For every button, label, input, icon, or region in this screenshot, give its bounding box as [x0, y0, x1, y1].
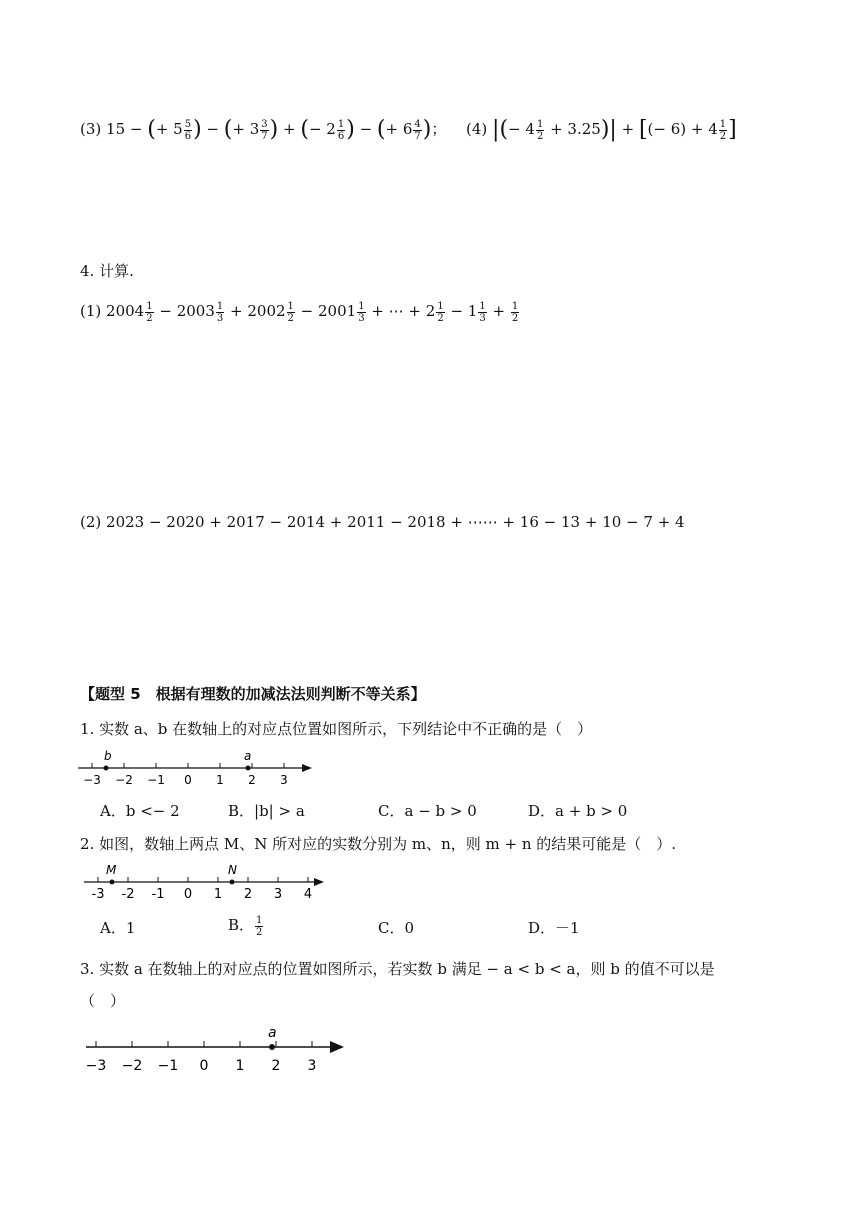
- paren-close: ): [600, 117, 610, 142]
- fraction: [337, 119, 345, 142]
- expr-part: + 3.25: [545, 120, 601, 138]
- axis-tick-label: −3: [83, 773, 101, 787]
- expr-part: +: [278, 120, 301, 138]
- numerator: 1: [479, 300, 486, 312]
- numerator: 1: [358, 300, 365, 312]
- fraction: [719, 119, 727, 142]
- fraction: [357, 301, 365, 324]
- bracket-close: ]: [728, 117, 737, 142]
- item-label: (1): [80, 302, 102, 320]
- axis-tick-label: −1: [147, 773, 165, 787]
- option-d: D．a + b > 0: [528, 802, 628, 820]
- axis-tick-label: 2: [248, 773, 256, 787]
- question-2-stem: 2. 如图，数轴上两点 M、N 所对应的实数分别为 m、n，则 m + n 的结果可能是（ ）.: [80, 835, 677, 853]
- denominator: 3: [216, 312, 224, 324]
- option-c: C．a − b > 0: [378, 802, 477, 820]
- axis-tick-label: 0: [199, 1058, 209, 1074]
- paren-open: (: [499, 117, 509, 142]
- axis-tick-label: 4: [303, 887, 313, 900]
- denominator: 2: [719, 130, 727, 142]
- denominator: 2: [536, 130, 544, 142]
- item-label: (4): [466, 120, 488, 138]
- numerator: 3: [261, 118, 268, 130]
- numerator: 5: [184, 118, 192, 130]
- problem-3-expression: [80, 118, 446, 142]
- expr-part: + 2002: [225, 302, 286, 320]
- expr-part: (− 6) + 4: [647, 120, 718, 138]
- question-3-stem: 3. 实数 a 在数轴上的对应点的位置如图所示，若实数 b 满足 − a < b < a，则 b 的值不可以是: [80, 960, 715, 978]
- expr-part: + 3: [232, 120, 260, 138]
- numerator: 1: [146, 300, 153, 312]
- paren-close: ): [346, 117, 355, 142]
- numerator: 1: [437, 300, 444, 312]
- denominator: 3: [358, 312, 365, 324]
- fraction: [255, 915, 263, 938]
- point-n-label: N: [228, 863, 237, 877]
- point-a-label: a: [268, 1025, 277, 1041]
- denominator: 7: [261, 130, 268, 142]
- paren-open: (: [300, 117, 309, 142]
- axis-tick-label: -2: [121, 887, 135, 900]
- point-m: [110, 880, 115, 885]
- fraction: [511, 301, 519, 324]
- fraction: [413, 119, 421, 142]
- expr-part: 2004: [106, 302, 145, 320]
- fraction: [436, 301, 444, 324]
- point-m-label: M: [106, 863, 117, 877]
- fraction: [536, 119, 544, 142]
- option-b: B．|b| > a: [228, 802, 305, 820]
- denominator: 2: [437, 312, 444, 324]
- option-a: A．b <− 2: [100, 802, 180, 820]
- expr-part: − 2: [308, 120, 336, 138]
- axis-tick-label: −2: [121, 1058, 143, 1074]
- axis-tick-label: 0: [184, 773, 192, 787]
- fraction: [478, 301, 486, 324]
- expr-part: 15 −: [106, 120, 148, 138]
- expr-part: − 2001: [295, 302, 357, 320]
- expr-part: ；: [431, 120, 447, 138]
- abs-bar: |: [492, 117, 500, 142]
- item-label: (3): [80, 120, 102, 138]
- axis-tick-label: 0: [183, 887, 193, 900]
- option-c: C．0: [378, 919, 415, 937]
- axis-tick-label: 2: [243, 887, 253, 900]
- axis-tick-label: 1: [213, 887, 223, 900]
- axis-tick-label: 1: [216, 773, 224, 787]
- expr-part: +: [487, 302, 510, 320]
- number-line-q3: [82, 1020, 352, 1080]
- item-label: (2): [80, 513, 102, 531]
- section-heading: 【题型 5 根据有理数的加减法法则判断不等关系】: [80, 685, 426, 703]
- point-b: [104, 766, 109, 771]
- point-a: [246, 766, 251, 771]
- numerator: 1: [216, 300, 224, 312]
- fraction: [260, 119, 268, 142]
- numerator: 1: [256, 914, 263, 926]
- denominator: 6: [337, 130, 345, 142]
- numerator: 4: [414, 118, 421, 130]
- paren-open: (: [147, 117, 156, 142]
- paren-open: (: [376, 117, 386, 142]
- expr-part: +: [616, 120, 639, 138]
- numerator: 1: [536, 118, 544, 130]
- denominator: 2: [511, 312, 519, 324]
- fraction: [184, 119, 192, 142]
- paren-open: (: [223, 117, 233, 142]
- numerator: 1: [337, 118, 345, 130]
- expr-part: − 2003: [154, 302, 215, 320]
- denominator: 2: [287, 312, 294, 324]
- numerator: 1: [511, 300, 519, 312]
- question-1-stem: 1. 实数 a、b 在数轴上的对应点位置如图所示，下列结论中不正确的是（ ）: [80, 720, 593, 738]
- bracket-open: [: [638, 117, 648, 142]
- expr-part: + 6: [385, 120, 413, 138]
- problem-4-part-1: [80, 300, 520, 324]
- denominator: 7: [414, 130, 421, 142]
- expr-part: − 1: [445, 302, 478, 320]
- expr-part: + 5: [155, 120, 183, 138]
- axis-arrow: [314, 878, 324, 886]
- axis-tick-label: 2: [271, 1058, 281, 1074]
- fraction: [287, 301, 295, 324]
- axis-tick-label: −2: [115, 773, 133, 787]
- point-a: [269, 1044, 275, 1050]
- axis-tick-label: -1: [151, 887, 165, 900]
- axis-tick-label: 3: [280, 773, 288, 787]
- problem-4-part-2: [80, 511, 685, 533]
- fraction: [145, 301, 153, 324]
- number-line-q2: [82, 860, 330, 900]
- expr-part: −: [354, 120, 377, 138]
- option-b-label: B．: [228, 916, 255, 934]
- paren-close: ): [193, 117, 202, 142]
- numerator: 1: [719, 118, 727, 130]
- number-line-q1: [76, 748, 316, 788]
- expr-part: −: [201, 120, 224, 138]
- axis-tick-label: −3: [85, 1058, 107, 1074]
- problem-4-expression: [466, 118, 737, 142]
- option-d: D．－1: [528, 919, 580, 937]
- denominator: 3: [479, 312, 486, 324]
- fraction: [216, 301, 224, 324]
- axis-tick-label: 3: [307, 1058, 317, 1074]
- axis-arrow: [302, 764, 312, 772]
- axis-tick-label: -3: [91, 887, 105, 900]
- numerator: 1: [287, 300, 294, 312]
- denominator: 2: [256, 926, 263, 938]
- point-b-label: b: [104, 749, 112, 763]
- denominator: 2: [146, 312, 153, 324]
- axis-tick-label: 1: [235, 1058, 245, 1074]
- point-n: [230, 880, 235, 885]
- paren-close: ): [422, 117, 432, 142]
- option-b: [228, 914, 264, 938]
- denominator: 6: [184, 130, 192, 142]
- point-a-label: a: [244, 749, 252, 763]
- axis-tick-label: −1: [157, 1058, 179, 1074]
- question-3-stem-cont: （ ）: [80, 992, 126, 1010]
- axis-tick-label: 3: [273, 887, 283, 900]
- paren-close: ): [269, 117, 279, 142]
- expr-part: + ⋯ + 2: [366, 302, 436, 320]
- problem-4-title: 4. 计算.: [80, 262, 134, 280]
- axis-arrow: [330, 1041, 344, 1053]
- option-a: A．1: [100, 919, 136, 937]
- expr-part: 2023 − 2020 + 2017 − 2014 + 2011 − 2018 + ⋯⋯ + 16 − 13 + 10 − 7 + 4: [106, 513, 685, 531]
- abs-bar: |: [609, 117, 617, 142]
- expr-part: − 4: [508, 120, 535, 138]
